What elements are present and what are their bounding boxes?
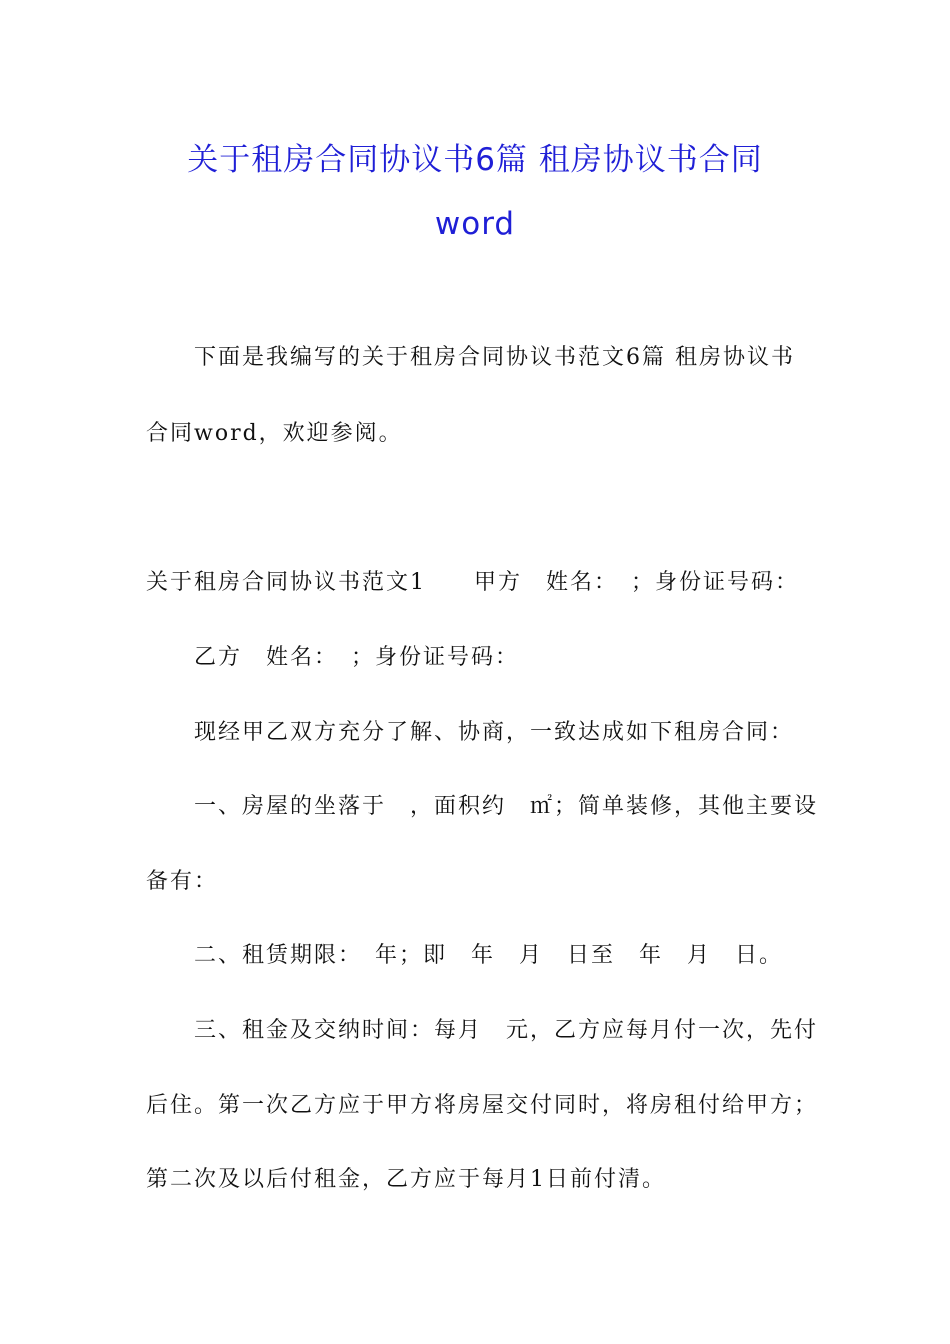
clause-3-line: 后住。第一次乙方应于甲方将房屋交付同时，将房租付给甲方； <box>146 1093 819 1118</box>
clause-3-line: 三、租金及交纳时间：每月 元，乙方应每月付一次，先付 <box>194 1018 819 1043</box>
agreement-intro-line: 现经甲乙双方充分了解、协商，一致达成如下租房合同： <box>194 720 795 745</box>
section-heading-line: 关于租房合同协议书范文1 甲方 姓名： ；身份证号码： <box>146 570 799 595</box>
party-b-line: 乙方 姓名： ；身份证号码： <box>194 645 520 670</box>
clause-1-line: 一、房屋的坐落于 ，面积约 ㎡；简单装修，其他主要设 <box>194 794 819 819</box>
intro-paragraph-line: 合同word，欢迎参阅。 <box>146 421 403 446</box>
clause-2-line: 二、租赁期限： 年；即 年 月 日至 年 月 日。 <box>194 943 784 968</box>
clause-3-line: 第二次及以后付租金，乙方应于每月1日前付清。 <box>146 1167 666 1192</box>
intro-paragraph-line: 下面是我编写的关于租房合同协议书范文6篇 租房协议书 <box>194 345 795 370</box>
document-title: 关于租房合同协议书6篇 租房协议书合同 <box>187 142 763 178</box>
clause-1-line: 备有： <box>146 869 219 894</box>
document-title-continued: word <box>434 206 516 242</box>
